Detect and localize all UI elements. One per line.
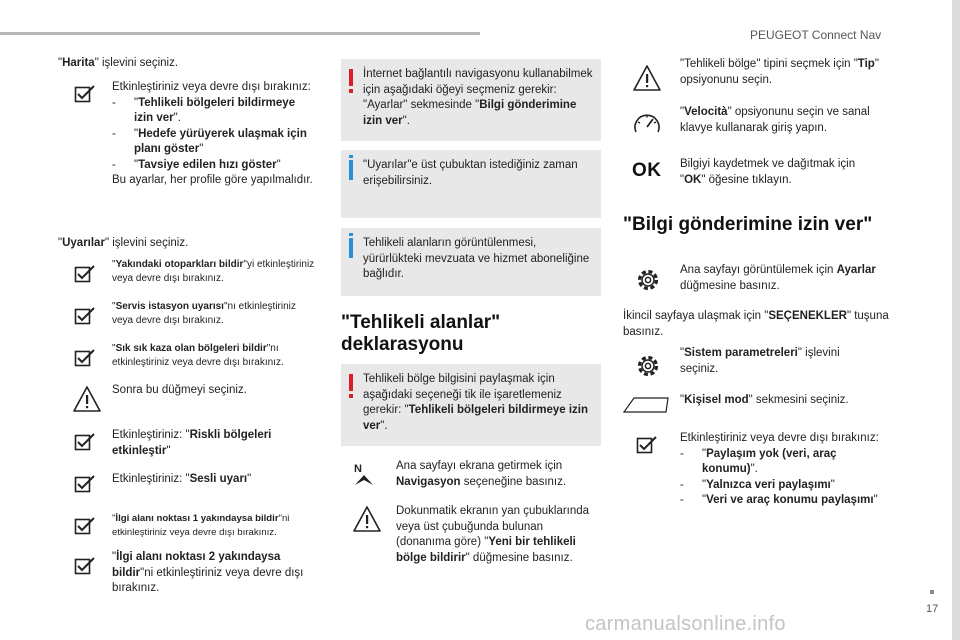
report-zone-step-text: Dokunmatik ekranın yan çubuklarında veya üst çubuğunda bulunan (donanıma göre) "Yeni bir tehlikeli bölge bildirir" düğmesine basınız.: [396, 505, 590, 564]
gear-icon: [634, 352, 662, 380]
accident-zone-text: "Sık sık kaza olan bölgeleri bildir"nı etkinleştiriniz veya devre dışı bırakınız.: [112, 343, 284, 368]
navigation-north-icon: [352, 461, 376, 487]
section-heading-danger-zones: "Tehlikeli alanlar" deklarasyonu: [341, 312, 501, 355]
personal-mode-step-text: "Kişisel mod" sekmesini seçiniz.: [680, 394, 849, 406]
type-step-text: "Tehlikeli bölge" tipini seçmek için "Tip" opsiyonunu seçin.: [680, 58, 879, 86]
checkbox-icon: [74, 348, 96, 368]
exclamation-icon: [349, 69, 353, 86]
harita-instruction: "Harita" işlevini seçiniz.: [58, 57, 179, 69]
list-item: - "Paylaşım yok (veri, araç konumu)".: [680, 447, 837, 475]
list-item: - "Veri ve araç konumu paylaşımı": [680, 494, 878, 506]
checkbox-icon: [636, 435, 658, 455]
speed-step-text: "Velocità" opsiyonunu seçin ve sanal klavye kullanarak giriş yapın.: [680, 106, 870, 134]
ok-step-text: Bilgiyi kaydetmek ve dağıtmak için "OK" öğesine tıklayın.: [680, 158, 856, 186]
navigation-step-text: Ana sayfayı ekrana getirmek için Navigasyon seçeneğine basınız.: [396, 460, 567, 488]
poi2-text: "İlgi alanı noktası 2 yakındaysa bildir"ni etkinleştiriniz veya devre dışı bırakınız.: [112, 551, 304, 594]
page-edge-bar: [952, 0, 960, 640]
info-icon: [349, 238, 353, 258]
checkbox-icon: [74, 474, 96, 494]
tab-shape-icon: [622, 396, 670, 414]
speedometer-icon: [632, 110, 662, 138]
checkbox-icon: [74, 306, 96, 326]
poi1-text: "İlgi alanı noktası 1 yakındaysa bildir"ni etkinleştiriniz veya devre dışı bırakınız.: [112, 513, 290, 538]
list-item: - "Tehlikeli bölgeleri bildirmeye izin ver".: [112, 96, 296, 124]
checkbox-icon: [74, 556, 96, 576]
uyarilar-label: Uyarılar: [62, 237, 105, 249]
gear-icon: [634, 266, 662, 294]
station-warning-text: "Servis istasyon uyarısı"nı etkinleştiriniz veya devre dışı bırakınız.: [112, 301, 296, 326]
page-number: 17: [926, 603, 939, 615]
list-item: - "Tavsiye edilen hızı göster": [112, 158, 281, 171]
system-params-step-text: "Sistem parametreleri" işlevini seçiniz.: [680, 347, 840, 375]
page-header-title: PEUGEOT Connect Nav: [750, 28, 882, 42]
warning-note-share: Tehlikeli bölge bilgisini paylaşmak için aşağıdaki seçeneği tik ile işaretlemeniz gerekir: "Tehlikeli bölgeleri bildirmeye izin ver".: [341, 364, 601, 446]
checkbox-icon: [74, 84, 96, 104]
warning-note-internet: İnternet bağlantılı navigasyonu kullanabilmek için aşağıdaki öğeyi seçmeniz gerekir: "Ayarlar" sekmesinde "Bilgi gönderimine izin ver".: [341, 59, 601, 141]
warning-icon: [632, 64, 662, 92]
list-item: - "Hedefe yürüyerek ulaşmak için planı göster": [112, 127, 307, 155]
list-item: - "Yalnızca veri paylaşımı": [680, 478, 835, 491]
sharing-options-text: Etkinleştiriniz veya devre dışı bırakınız: - "Paylaşım yok (veri, araç konumu)". - "Yalnızca veri paylaşımı" - "Veri ve araç konumu paylaşımı": [680, 431, 880, 509]
info-icon: [349, 160, 353, 180]
info-note-subscription: Tehlikeli alanların görüntülenmesi, yürürlükteki mevzuata ve hizmet aboneliğine bağlıdır.: [341, 228, 601, 296]
svg-text:N: N: [354, 463, 362, 475]
warning-icon: [352, 505, 382, 533]
select-button-text: Sonra bu düğmeyi seçiniz.: [112, 384, 247, 396]
page-marker: [930, 590, 934, 594]
info-note-alerts: "Uyarılar"e üst çubuktan istediğiniz zaman erişebilirsiniz.: [341, 150, 601, 218]
settings-step-text: Ana sayfayı görüntülemek için Ayarlar düğmesine basınız.: [680, 264, 876, 292]
risk-zone-text: Etkinleştiriniz: "Riskli bölgeleri etkinleştir": [112, 429, 272, 457]
ok-icon: OK: [632, 160, 662, 181]
harita-label: Harita: [62, 57, 95, 69]
checkbox-icon: [74, 264, 96, 284]
exclamation-icon: [349, 374, 353, 391]
block1-text: Etkinleştiriniz veya devre dışı bırakınız: - "Tehlikeli bölgeleri bildirmeye izin ver". - "Hedefe yürüyerek ulaşmak için planı göster" - "Tavsiye edilen hızı göster" Bu ayarlar, her profile göre yapılmalıdır.: [112, 80, 317, 189]
section-heading-allow-info: "Bilgi gönderimine izin ver": [623, 214, 873, 235]
options-step-text: İkincil sayfaya ulaşmak için "SEÇENEKLER" tuşuna basınız.: [623, 310, 889, 338]
checkbox-icon: [74, 432, 96, 452]
checkbox-icon: [74, 516, 96, 536]
warning-icon: [72, 385, 102, 413]
watermark: carmanualsonline.info: [585, 613, 786, 635]
parking-warning-text: "Yakındaki otoparkları bildir"yi etkinleştiriniz veya devre dışı bırakınız.: [112, 259, 315, 284]
audio-alert-text: Etkinleştiriniz: "Sesli uyarı": [112, 473, 252, 485]
column-1: [58, 0, 318, 640]
uyarilar-instruction: "Uyarılar" işlevini seçiniz.: [58, 237, 189, 249]
